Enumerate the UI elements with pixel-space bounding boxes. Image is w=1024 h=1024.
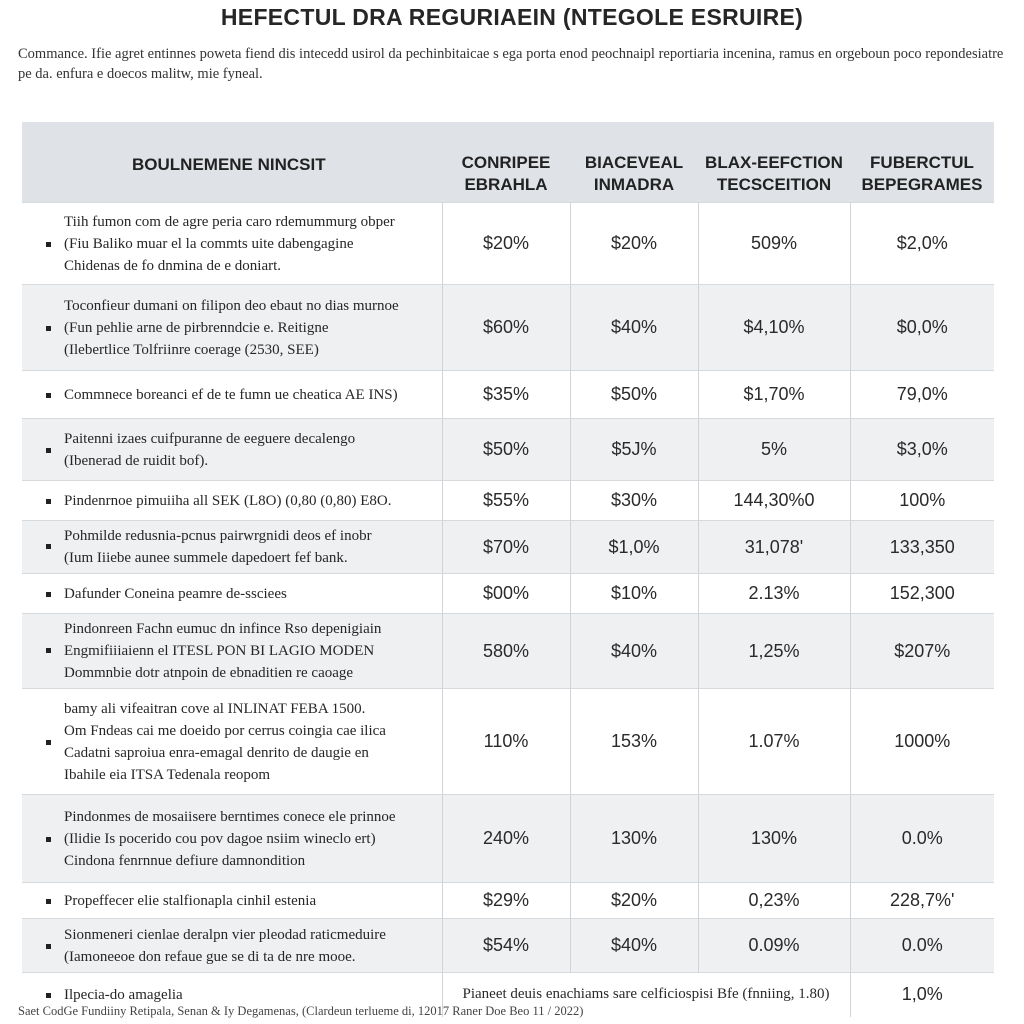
comparison-table	[22, 122, 994, 1017]
bullet-icon	[46, 393, 51, 398]
table-row	[22, 574, 994, 614]
value-cell: 0.0%	[850, 919, 994, 973]
table-row	[22, 795, 994, 883]
value-cell: $5J%	[570, 419, 698, 481]
value-cell: $40%	[570, 919, 698, 973]
description-line: Dafunder Coneina peamre de-ssciees	[64, 585, 287, 602]
description-line: Paitenni izaes cuifpuranne de eeguere decalengo	[64, 430, 356, 447]
column-header: BOULNEMENE NINCSIT	[22, 122, 442, 203]
description-line: (Fun pehlie arne de pirbrenndcie e. Reitigne	[64, 319, 329, 336]
column-header: BIACEVEAL INMADRA	[570, 122, 698, 203]
value-cell: 509%	[698, 203, 850, 285]
bullet-icon	[46, 993, 51, 998]
value-cell: $00%	[442, 574, 570, 614]
value-cell: $0,0%	[850, 285, 994, 371]
value-cell: 130%	[570, 795, 698, 883]
value-cell: 0.09%	[698, 919, 850, 973]
value-cell: 5%	[698, 419, 850, 481]
value-cell: $70%	[442, 521, 570, 574]
value-cell: $4,10%	[698, 285, 850, 371]
bullet-icon	[46, 944, 51, 949]
value-cell: $20%	[570, 883, 698, 919]
bullet-icon	[46, 740, 51, 745]
value-cell: $55%	[442, 481, 570, 521]
row-description	[22, 371, 442, 419]
value-cell: $29%	[442, 883, 570, 919]
description-line: Sionmeneri cienlae deralpn vier pleodad raticmeduire	[64, 926, 386, 943]
row-description	[22, 795, 442, 883]
value-cell: 580%	[442, 614, 570, 689]
table-row	[22, 521, 994, 574]
bullet-icon	[46, 448, 51, 453]
row-description	[22, 419, 442, 481]
description-line: bamy ali vifeaitran cove al INLINAT FEBA 1500.	[64, 700, 366, 717]
table-row	[22, 419, 994, 481]
value-cell: 152,300	[850, 574, 994, 614]
description-line: Propeffecer elie stalfionapla cinhil estenia	[64, 892, 317, 909]
description-line: Pindonmes de mosaiisere berntimes conece ele prinnoe	[64, 808, 396, 825]
row-description	[22, 574, 442, 614]
value-cell: 79,0%	[850, 371, 994, 419]
value-cell: $3,0%	[850, 419, 994, 481]
description-line: Cindona fenrnnue defiure damnondition	[64, 852, 306, 869]
row-description	[22, 203, 442, 285]
table-row	[22, 203, 994, 285]
description-line: Dommnbie dotr atnpoin de ebnaditien re caoage	[64, 665, 354, 681]
row-description	[22, 919, 442, 973]
value-cell: 130%	[698, 795, 850, 883]
value-cell: 100%	[850, 481, 994, 521]
description-line: (Ibenerad de ruidit bof).	[64, 452, 209, 469]
column-header: CONRIPEE EBRAHLA	[442, 122, 570, 203]
value-cell: $30%	[570, 481, 698, 521]
description-line: (Ium Iiiebe aunee summele dapedoert fef bank.	[64, 550, 348, 566]
table-header-row	[22, 122, 994, 203]
table-row	[22, 371, 994, 419]
page-title: HEFECTUL DRA REGURIAEIN (NTEGOLE ESRUIRE)	[220, 4, 804, 30]
value-cell: $50%	[570, 371, 698, 419]
description-line: (Ilidie Is pocerido cou pov dagoe nsiim wineclo ert)	[64, 830, 376, 847]
table-body	[22, 203, 994, 1017]
spanning-note: Pianeet deuis enachiams sare celficiospisi Bfe (fnniing, 1.80)	[442, 973, 850, 1017]
row-description	[22, 521, 442, 574]
value-cell: $10%	[570, 574, 698, 614]
intro-paragraph: Commance. Ifie agret entinnes poweta fiend dis intecedd usirol da pechinbitaicae s ega porta enod peochnaipl reportiaria incenina, ramus en orgeboun poco repondesiatre pe da. enfura e doecos malitw, mie fyneal.	[18, 46, 1004, 82]
value-cell: 1000%	[850, 689, 994, 795]
description-line: Pohmilde redusnia-pcnus pairwrgnidi deos ef inobr	[64, 528, 372, 544]
value-cell: $1,70%	[698, 371, 850, 419]
row-description	[22, 285, 442, 371]
value-cell: $20%	[570, 203, 698, 285]
column-header: BLAX-EEFCTION TECSCEITION	[698, 122, 850, 203]
description-line: Toconfieur dumani on filipon deo ebaut no dias murnoe	[64, 297, 399, 314]
bullet-icon	[46, 899, 51, 904]
table-row	[22, 285, 994, 371]
description-line: Pindenrnoe pimuiiha all SEK (L8O) (0,80 (0,80) E8O.	[64, 492, 392, 509]
description-line: Om Fndeas cai me doeido por cerrus coingia cae ilica	[64, 722, 386, 739]
bullet-icon	[46, 326, 51, 331]
value-cell: 153%	[570, 689, 698, 795]
value-cell: $35%	[442, 371, 570, 419]
table-row	[22, 883, 994, 919]
value-cell: 0,23%	[698, 883, 850, 919]
value-cell: 31,078'	[698, 521, 850, 574]
value-cell: 2.13%	[698, 574, 850, 614]
bullet-icon	[46, 242, 51, 247]
value-cell: $40%	[570, 285, 698, 371]
row-description	[22, 883, 442, 919]
value-cell: $40%	[570, 614, 698, 689]
bullet-icon	[46, 648, 51, 653]
description-line: Commnece boreanci ef de te fumn ue cheatica AE INS)	[64, 386, 398, 403]
value-cell: 144,30%0	[698, 481, 850, 521]
row-description	[22, 481, 442, 521]
value-cell: 1,0%	[850, 973, 994, 1017]
value-cell: $207%	[850, 614, 994, 689]
table-row	[22, 919, 994, 973]
source-footnote: Saet CodGe Fundiiny Retipala, Senan & Iy Degamenas, (Clardeun terlueme di, 12017 Raner Doe Beo 11 / 2022)	[18, 1004, 584, 1018]
value-cell: 0.0%	[850, 795, 994, 883]
column-header: FUBERCTUL BEPEGRAMES	[850, 122, 994, 203]
description-line: Tiih fumon com de agre peria caro rdemummurg obper	[64, 213, 395, 230]
description-line: (Ilebertlice Tolfriinre coerage (2530, SEE)	[64, 341, 319, 358]
value-cell: 1.07%	[698, 689, 850, 795]
value-cell: 110%	[442, 689, 570, 795]
bullet-icon	[46, 837, 51, 842]
description-line: (Fiu Baliko muar el la commts uite dabengagine	[64, 235, 354, 252]
description-line: Cadatni saproiua enra-emagal denrito de daugie en	[64, 744, 369, 761]
description-line: Pindonreen Fachn eumuc dn infince Rso depenigiain	[64, 621, 382, 637]
bullet-icon	[46, 544, 51, 549]
description-line: Ilpecia-do amagelia	[64, 986, 183, 1003]
value-cell: $1,0%	[570, 521, 698, 574]
value-cell: $50%	[442, 419, 570, 481]
value-cell: 133,350	[850, 521, 994, 574]
description-line: Chidenas de fo dnmina de e doniart.	[64, 257, 282, 274]
value-cell: 1,25%	[698, 614, 850, 689]
bullet-icon	[46, 499, 51, 504]
table-row	[22, 481, 994, 521]
table-row	[22, 689, 994, 795]
value-cell: 240%	[442, 795, 570, 883]
description-line: (Iamoneeoe don refaue gue se di ta de nre mooe.	[64, 948, 356, 965]
description-line: Engmifiiiaienn el ITESL PON BI LAGIO MODEN	[64, 643, 375, 659]
value-cell: 228,7%'	[850, 883, 994, 919]
bullet-icon	[46, 592, 51, 597]
value-cell: $60%	[442, 285, 570, 371]
table-row	[22, 614, 994, 689]
value-cell: $20%	[442, 203, 570, 285]
description-line: Ibahile eia ITSA Tedenala reopom	[64, 766, 271, 783]
value-cell: $54%	[442, 919, 570, 973]
value-cell: $2,0%	[850, 203, 994, 285]
row-description	[22, 614, 442, 689]
row-description	[22, 689, 442, 795]
